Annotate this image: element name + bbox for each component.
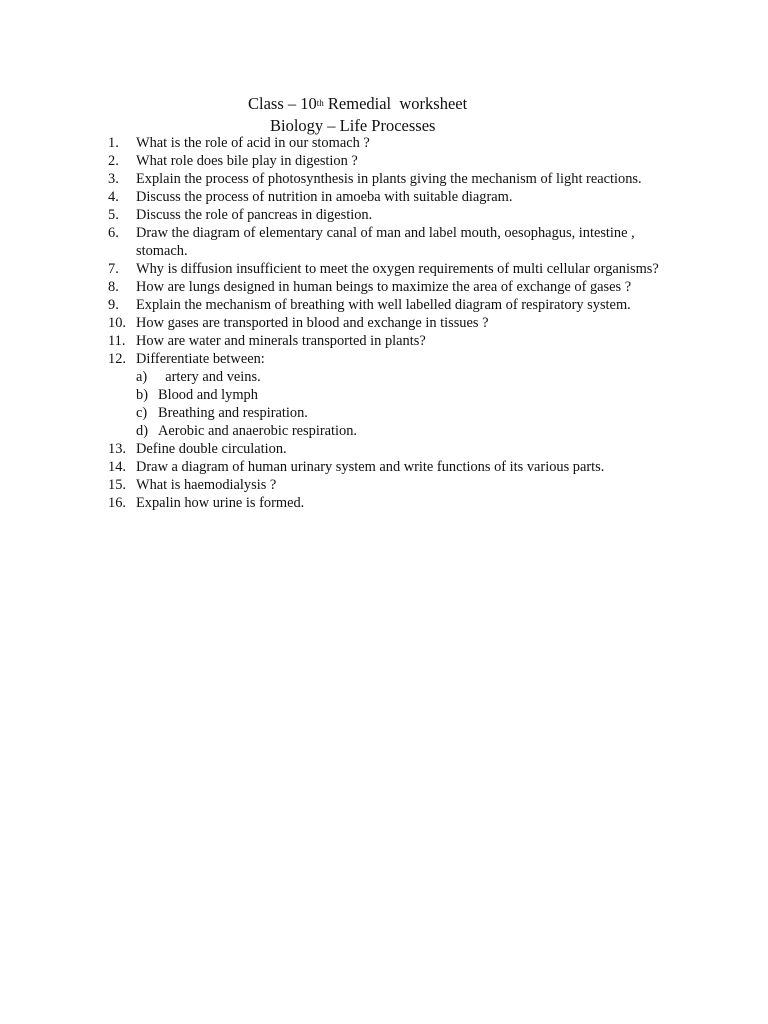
question-number: 5.: [108, 207, 119, 223]
sub-question-text: artery and veins.: [158, 369, 261, 385]
question-text: What role does bile play in digestion ?: [136, 153, 358, 169]
question-number: 10.: [108, 315, 126, 331]
question-text: Differentiate between:: [136, 351, 265, 367]
question-text: Discuss the process of nutrition in amoeba with suitable diagram.: [136, 189, 513, 205]
question-text: Explain the process of photosynthesis in plants giving the mechanism of light reactions.: [136, 171, 642, 187]
sub-question-letter: d): [136, 423, 148, 439]
question-number: 11.: [108, 333, 126, 349]
question-number: 6.: [108, 225, 119, 241]
question-text: What is haemodialysis ?: [136, 477, 277, 493]
sub-question-item: [136, 404, 688, 422]
sub-question-text: Blood and lymph: [158, 387, 258, 403]
question-number: 15.: [108, 477, 126, 493]
question-text: Expalin how urine is formed.: [136, 495, 305, 511]
sub-question-text: Aerobic and anaerobic respiration.: [158, 423, 357, 439]
question-number: 9.: [108, 297, 119, 313]
sub-question-item: [136, 368, 688, 386]
question-item: [108, 440, 688, 458]
question-number: 12.: [108, 351, 126, 367]
page-title: [248, 93, 467, 115]
question-number: 7.: [108, 261, 119, 277]
question-text: Why is diffusion insufficient to meet the oxygen requirements of multi cellular organisms?: [136, 261, 659, 277]
question-list: [108, 134, 688, 512]
question-number: 4.: [108, 189, 119, 205]
sub-question-text: Breathing and respiration.: [158, 405, 308, 421]
question-item: [108, 188, 688, 206]
question-text: Define double circulation.: [136, 441, 287, 457]
question-item: [108, 170, 688, 188]
question-number: 2.: [108, 153, 119, 169]
question-number: 16.: [108, 495, 126, 511]
sub-question-letter: c): [136, 405, 148, 421]
title-prefix: Class – 10: [248, 94, 317, 113]
question-item: [108, 314, 688, 332]
question-item: [108, 152, 688, 170]
sub-question-item: [136, 386, 688, 404]
page-subtitle: Biology – Life Processes: [270, 116, 436, 135]
question-text: How gases are transported in blood and exchange in tissues ?: [136, 315, 489, 331]
question-item: [108, 260, 688, 278]
question-item: [108, 134, 688, 152]
question-text: Discuss the role of pancreas in digestion.: [136, 207, 373, 223]
title-superscript: th: [316, 98, 324, 108]
sub-question-letter: b): [136, 387, 148, 403]
question-number: 13.: [108, 441, 126, 457]
question-text: Explain the mechanism of breathing with well labelled diagram of respiratory system.: [136, 297, 631, 313]
question-item: [108, 332, 688, 350]
sub-question-letter: a): [136, 369, 148, 385]
question-number: 3.: [108, 171, 119, 187]
question-item: [108, 350, 688, 440]
question-text: How are lungs designed in human beings to maximize the area of exchange of gases ?: [136, 279, 632, 295]
question-number: 14.: [108, 459, 126, 475]
question-item: [108, 476, 688, 494]
question-item: [108, 296, 688, 314]
sub-question-list: [136, 368, 688, 440]
question-text: Draw a diagram of human urinary system and write functions of its various parts.: [136, 459, 605, 475]
question-number: 8.: [108, 279, 119, 295]
question-item: [108, 458, 688, 476]
title-suffix: Remedial worksheet: [323, 94, 468, 113]
question-item: [108, 278, 688, 296]
question-item: [108, 206, 688, 224]
question-text: Draw the diagram of elementary canal of man and label mouth, oesophagus, intestine , stomach.: [136, 225, 635, 259]
question-item: [108, 224, 688, 260]
question-item: [108, 494, 688, 512]
question-number: 1.: [108, 135, 119, 151]
sub-question-item: [136, 422, 688, 440]
question-text: How are water and minerals transported in plants?: [136, 333, 426, 349]
question-text: What is the role of acid in our stomach ?: [136, 135, 370, 151]
